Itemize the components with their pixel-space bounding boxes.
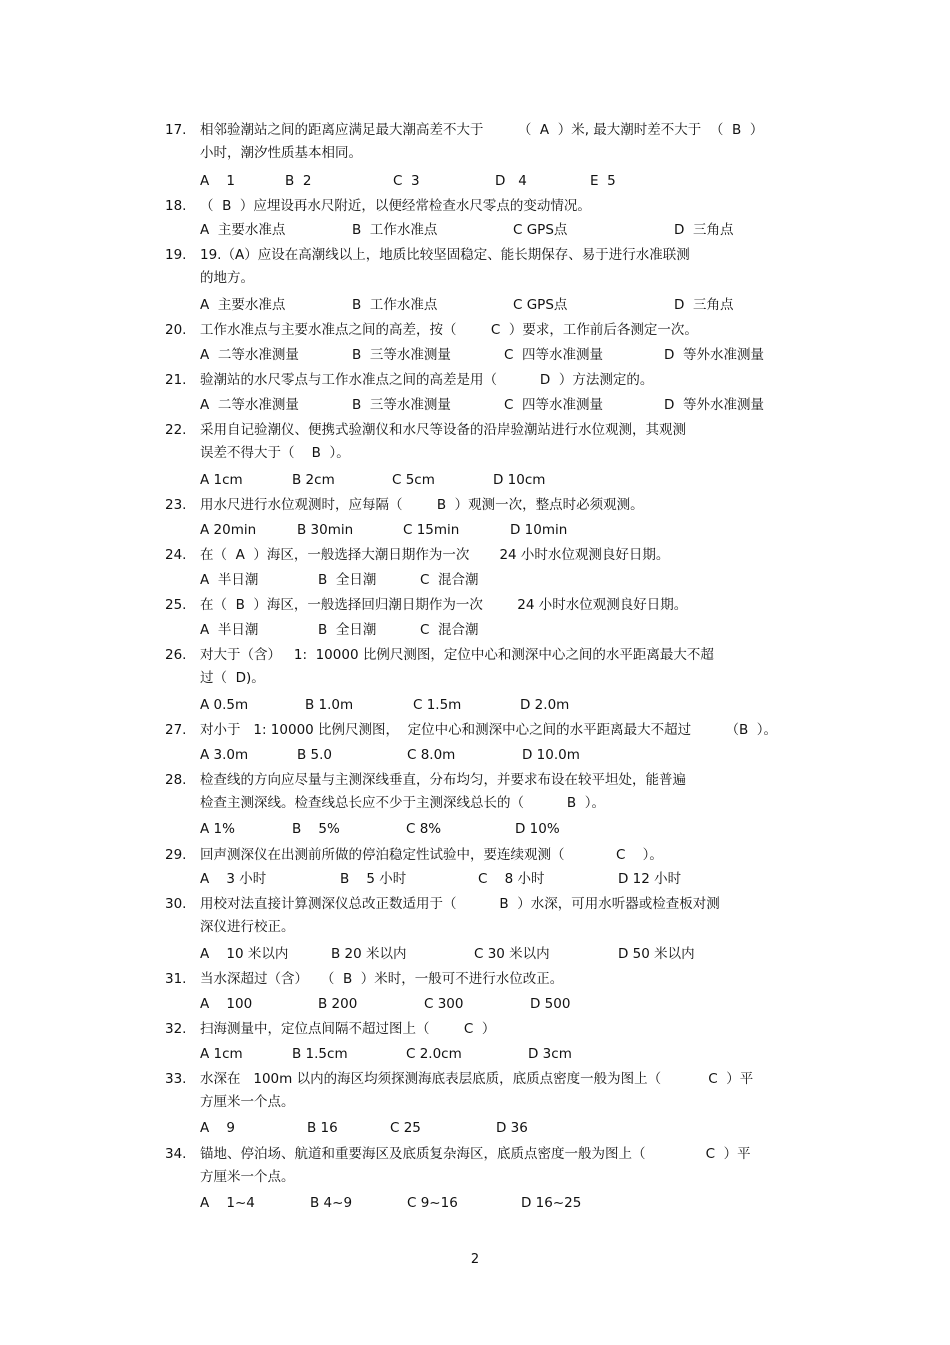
option: B 工作水准点 <box>352 222 438 238</box>
option: C 8.0m <box>407 747 456 763</box>
option: C 混合潮 <box>420 622 479 638</box>
question-21 <box>165 369 815 392</box>
option: D 2.0m <box>520 697 570 713</box>
question-text-line: （ B ）应埋设再水尺附近，以便经常检查水尺零点的变动情况。 <box>200 198 591 214</box>
options-23 <box>200 520 820 540</box>
option: A 1~4 <box>200 1195 255 1211</box>
question-18 <box>165 195 815 218</box>
option: C 8% <box>406 821 442 837</box>
question-text-line: 的地方。 <box>200 270 254 286</box>
option: C GPS点 <box>513 297 568 313</box>
question-28 <box>165 769 815 815</box>
option: A 9 <box>200 1120 235 1136</box>
question-20 <box>165 319 815 342</box>
page-number: 2 <box>470 1252 480 1267</box>
question-text-line: 用水尺进行水位观测时，应每隔（ B ）观测一次，整点时必须观测。 <box>200 497 644 513</box>
option: B 20 米以内 <box>331 946 407 962</box>
question-24 <box>165 544 815 567</box>
question-text-line: 方厘米一个点。 <box>200 1094 295 1110</box>
question-text-line: 用校对法直接计算测深仪总改正数适用于（ B ）水深，可用水听器或检查板对测 <box>200 896 720 912</box>
question-number: 32. <box>165 1021 187 1037</box>
option: D 10.0m <box>522 747 580 763</box>
question-text-line: 检查主测深线。检查线总长应不少于主测深线总长的（ B ）。 <box>200 795 606 811</box>
options-33 <box>200 1118 820 1138</box>
options-18 <box>200 220 820 240</box>
question-text-line: 对大于（含） 1: 10000 比例尺测图，定位中心和测深中心之间的水平距离最大不超 <box>200 647 714 663</box>
question-number: 25. <box>165 597 187 613</box>
option: B 1.5cm <box>292 1046 348 1062</box>
option: D 12 小时 <box>618 871 682 887</box>
option: B 30min <box>297 522 354 538</box>
option: D 等外水准测量 <box>664 397 764 413</box>
option: A 3.0m <box>200 747 249 763</box>
question-31 <box>165 968 815 991</box>
question-number: 22. <box>165 422 187 438</box>
question-text-line: 对小于 1: 10000 比例尺测图， 定位中心和测深中心之间的水平距离最大不超过 （B ）。 <box>200 722 778 738</box>
question-33 <box>165 1068 815 1114</box>
option: A 二等水准测量 <box>200 397 299 413</box>
option: A 二等水准测量 <box>200 347 299 363</box>
question-32 <box>165 1018 815 1041</box>
question-text-line: 小时，潮汐性质基本相同。 <box>200 145 362 161</box>
option: C 四等水准测量 <box>504 347 604 363</box>
question-number: 18. <box>165 198 187 214</box>
options-24 <box>200 570 820 590</box>
option: A 主要水准点 <box>200 222 286 238</box>
question-number: 31. <box>165 971 187 987</box>
option: B 三等水准测量 <box>352 397 451 413</box>
question-34 <box>165 1143 815 1189</box>
question-text-line: 在（ B ）海区，一般选择回归潮日期作为一次 24 小时水位观测良好日期。 <box>200 597 688 613</box>
option: A 3 小时 <box>200 871 267 887</box>
question-text-line: 水深在 100m 以内的海区均须探测海底表层底质，底质点密度一般为图上（ C ）平 <box>200 1071 754 1087</box>
question-text-line: 19.（A）应设在高潮线以上，地质比较坚固稳定、能长期保存、易于进行水准联测 <box>200 247 690 263</box>
options-17 <box>200 171 820 191</box>
question-number: 26. <box>165 647 187 663</box>
option: A 1cm <box>200 1046 243 1062</box>
option: C 2.0cm <box>406 1046 462 1062</box>
option: C 3 <box>393 173 420 189</box>
question-29 <box>165 844 815 867</box>
question-text-line: 在（ A ）海区，一般选择大潮日期作为一次 24 小时水位观测良好日期。 <box>200 547 670 563</box>
option: C 300 <box>424 996 464 1012</box>
option: C GPS点 <box>513 222 568 238</box>
option: B 5 小时 <box>340 871 407 887</box>
options-20 <box>200 345 820 365</box>
option: B 三等水准测量 <box>352 347 451 363</box>
option: B 200 <box>318 996 358 1012</box>
question-number: 20. <box>165 322 187 338</box>
option: A 100 <box>200 996 253 1012</box>
option: B 4~9 <box>310 1195 353 1211</box>
option: B 5% <box>292 821 340 837</box>
question-number: 30. <box>165 896 187 912</box>
option: A 1% <box>200 821 235 837</box>
question-23 <box>165 494 815 517</box>
question-number: 23. <box>165 497 187 513</box>
option: A 10 米以内 <box>200 946 289 962</box>
option: C 15min <box>403 522 460 538</box>
options-19 <box>200 295 820 315</box>
question-number: 34. <box>165 1146 187 1162</box>
option: A 1 <box>200 173 235 189</box>
option: D 4 <box>495 173 527 189</box>
option: A 半日潮 <box>200 622 259 638</box>
question-text-line: 相邻验潮站之间的距离应满足最大潮高差不大于 （ A ）米, 最大潮时差不大于 （ B ） <box>200 122 764 138</box>
question-27 <box>165 719 815 742</box>
option: A 20min <box>200 522 257 538</box>
question-number: 29. <box>165 847 187 863</box>
option: A 0.5m <box>200 697 249 713</box>
question-text-line: 检查线的方向应尽量与主测深线垂直，分布均匀，并要求布设在较平坦处，能普遍 <box>200 772 686 788</box>
question-text-line: 扫海测量中，定位点间隔不超过图上（ C ） <box>200 1021 496 1037</box>
option: D 10min <box>510 522 568 538</box>
option: D 10% <box>515 821 560 837</box>
option: D 36 <box>496 1120 528 1136</box>
option: D 16~25 <box>521 1195 582 1211</box>
options-30 <box>200 944 820 964</box>
option: A 主要水准点 <box>200 297 286 313</box>
question-number: 24. <box>165 547 187 563</box>
question-text-line: 当水深超过（含） （ B ）米时，一般可不进行水位改正。 <box>200 971 564 987</box>
options-27 <box>200 745 820 765</box>
options-26 <box>200 695 820 715</box>
option: D 50 米以内 <box>618 946 695 962</box>
option: B 1.0m <box>305 697 354 713</box>
question-text-line: 过（ D)。 <box>200 670 265 686</box>
option: B 5.0 <box>297 747 333 763</box>
question-text-line: 验潮站的水尺零点与工作水准点之间的高差是用（ D ）方法测定的。 <box>200 372 654 388</box>
question-19 <box>165 244 815 290</box>
options-32 <box>200 1044 820 1064</box>
option: C 30 米以内 <box>474 946 550 962</box>
option: C 9~16 <box>407 1195 458 1211</box>
option: D 10cm <box>493 472 546 488</box>
option: A 1cm <box>200 472 243 488</box>
options-31 <box>200 994 820 1014</box>
option: C 四等水准测量 <box>504 397 604 413</box>
question-text-line: 工作水准点与主要水准点之间的高差，按（ C ）要求，工作前后各测定一次。 <box>200 322 698 338</box>
question-text-line: 深仪进行校正。 <box>200 919 295 935</box>
option: C 25 <box>390 1120 421 1136</box>
option: B 全日潮 <box>318 572 377 588</box>
question-26 <box>165 644 815 690</box>
option: C 8 小时 <box>478 871 545 887</box>
option: C 5cm <box>392 472 435 488</box>
question-number: 27. <box>165 722 187 738</box>
question-number: 17. <box>165 122 187 138</box>
question-text-line: 误差不得大于（ B ）。 <box>200 445 350 461</box>
option: B 工作水准点 <box>352 297 438 313</box>
question-30 <box>165 893 815 939</box>
option: B 2 <box>285 173 312 189</box>
option: E 5 <box>590 173 616 189</box>
question-22 <box>165 419 815 465</box>
option: D 500 <box>530 996 571 1012</box>
option: C 1.5m <box>413 697 462 713</box>
option: B 16 <box>307 1120 338 1136</box>
question-number: 33. <box>165 1071 187 1087</box>
option: D 三角点 <box>674 222 734 238</box>
option: B 2cm <box>292 472 335 488</box>
question-text-line: 采用自记验潮仪、便携式验潮仪和水尺等设备的沿岸验潮站进行水位观测，其观测 <box>200 422 686 438</box>
option: D 3cm <box>528 1046 572 1062</box>
question-number: 28. <box>165 772 187 788</box>
options-22 <box>200 470 820 490</box>
option: A 半日潮 <box>200 572 259 588</box>
question-text-line: 锚地、停泊场、航道和重要海区及底质复杂海区，底质点密度一般为图上（ C ）平 <box>200 1146 751 1162</box>
question-text-line: 回声测深仪在出测前所做的停泊稳定性试验中，要连续观测（ C ）。 <box>200 847 663 863</box>
options-29 <box>200 869 820 889</box>
option: C 混合潮 <box>420 572 479 588</box>
options-25 <box>200 620 820 640</box>
question-number: 19. <box>165 247 187 263</box>
question-17 <box>165 119 815 165</box>
question-25 <box>165 594 815 617</box>
options-34 <box>200 1193 820 1213</box>
question-text-line: 方厘米一个点。 <box>200 1169 295 1185</box>
option: D 等外水准测量 <box>664 347 764 363</box>
question-number: 21. <box>165 372 187 388</box>
options-28 <box>200 819 820 839</box>
options-21 <box>200 395 820 415</box>
option: B 全日潮 <box>318 622 377 638</box>
option: D 三角点 <box>674 297 734 313</box>
